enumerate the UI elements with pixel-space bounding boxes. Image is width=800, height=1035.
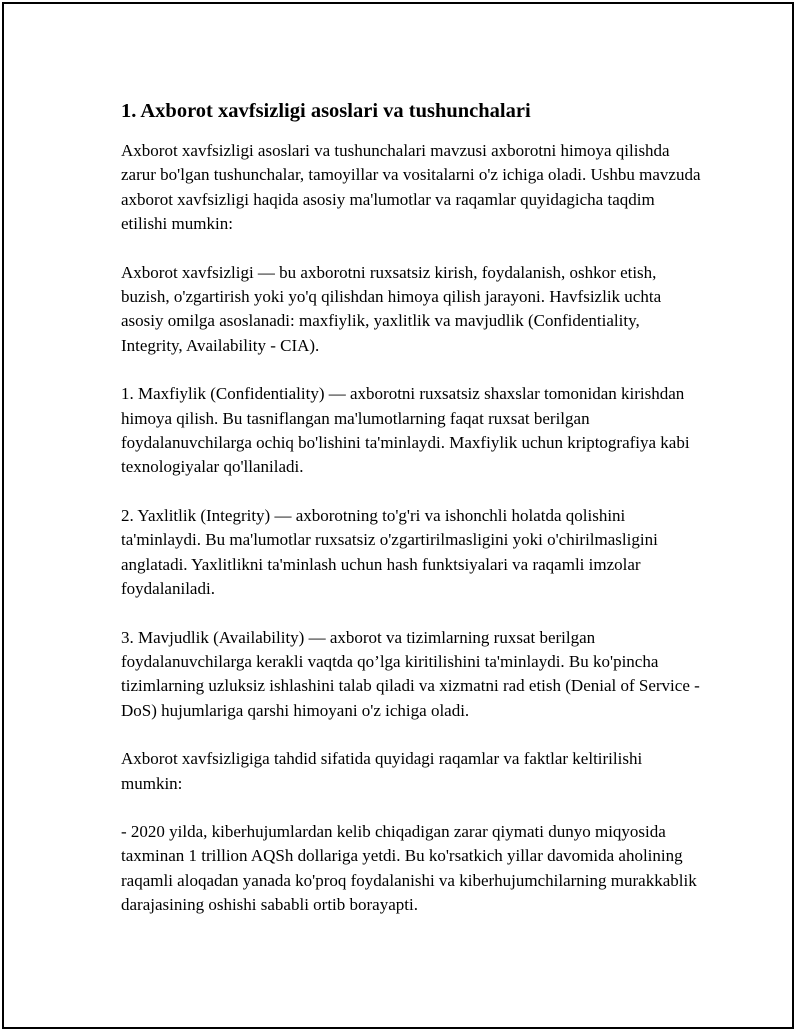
paragraph-confidentiality: 1. Maxfiylik (Confidentiality) — axborotni ruxsatsiz shaxslar tomonidan kirishdan himoya qilish. Bu tasniflangan ma'lumotlarning faqat ruxsat berilgan foydalanuvchilarga ochiq bo'lishini ta'minlaydi. Maxfiylik uchun kriptografiya kabi texnologiyalar qo'llaniladi. (121, 384, 690, 477)
paragraph-fact-2020: - 2020 yilda, kiberhujumlardan kelib chiqadigan zarar qiymati dunyo miqyosida taxminan 1 trillion AQSh dollariga yetdi. Bu ko'rsatkich yillar davomida aholining raqamli aloqadan yanada ko'proq foydalanishi va kiberhujumchilarning murakkablik darajasining oshishi sababli ortib borayapti. (121, 821, 697, 915)
document-body (121, 97, 701, 942)
paragraph-threats-intro: Axborot xavfsizligiga tahdid sifatida quyidagi raqamlar va faktlar keltirilishi mumkin: (121, 749, 643, 793)
paragraph-intro: Axborot xavfsizligi asoslari va tushunchalari mavzusi axborotni himoya qilishda zarur bo'lgan tushunchalar, tamoyillar va vositalarni o'z ichiga oladi. Ushbu mavzuda axborot xavfsizligi haqida asosiy ma'lumotlar va raqamlar quyidagicha taqdim etilishi mumkin: (121, 141, 701, 234)
paragraph-definition: Axborot xavfsizligi — bu axborotni ruxsatsiz kirish, foydalanish, oshkor etish, buzish, o'zgartirish yoki yo'q qilishdan himoya qilish jarayoni. Havfsizlik uchta asosiy omilga asoslanadi: maxfiylik, yaxlitlik va mavjudlik (Confidentiality, Integrity, Availability - CIA). (121, 262, 662, 355)
paragraph-integrity: 2. Yaxlitlik (Integrity) — axborotning to'g'ri va ishonchli holatda qolishini ta'minlaydi. Bu ma'lumotlar ruxsatsiz o'zgartirilmasligini yoki o'chirilmasligini anglatadi. Yaxlitlikni ta'minlash uchun hash funktsiyalari va raqamli imzolar foydalaniladi. (121, 505, 658, 599)
paragraph-availability: 3. Mavjudlik (Availability) — axborot va tizimlarning ruxsat berilgan foydalanuvchilarga kerakli vaqtda qo’lga kiritilishini ta'minlaydi. Bu ko'pincha tizimlarning uzluksiz ishlashini talab qiladi va xizmatni rad etish (Denial of Service - DoS) hujumlariga qarshi himoyani o'z ichiga oladi. (121, 627, 700, 720)
page-frame (2, 2, 794, 1029)
section-heading: 1. Axborot xavfsizligi asoslari va tushunchalari (121, 100, 531, 122)
